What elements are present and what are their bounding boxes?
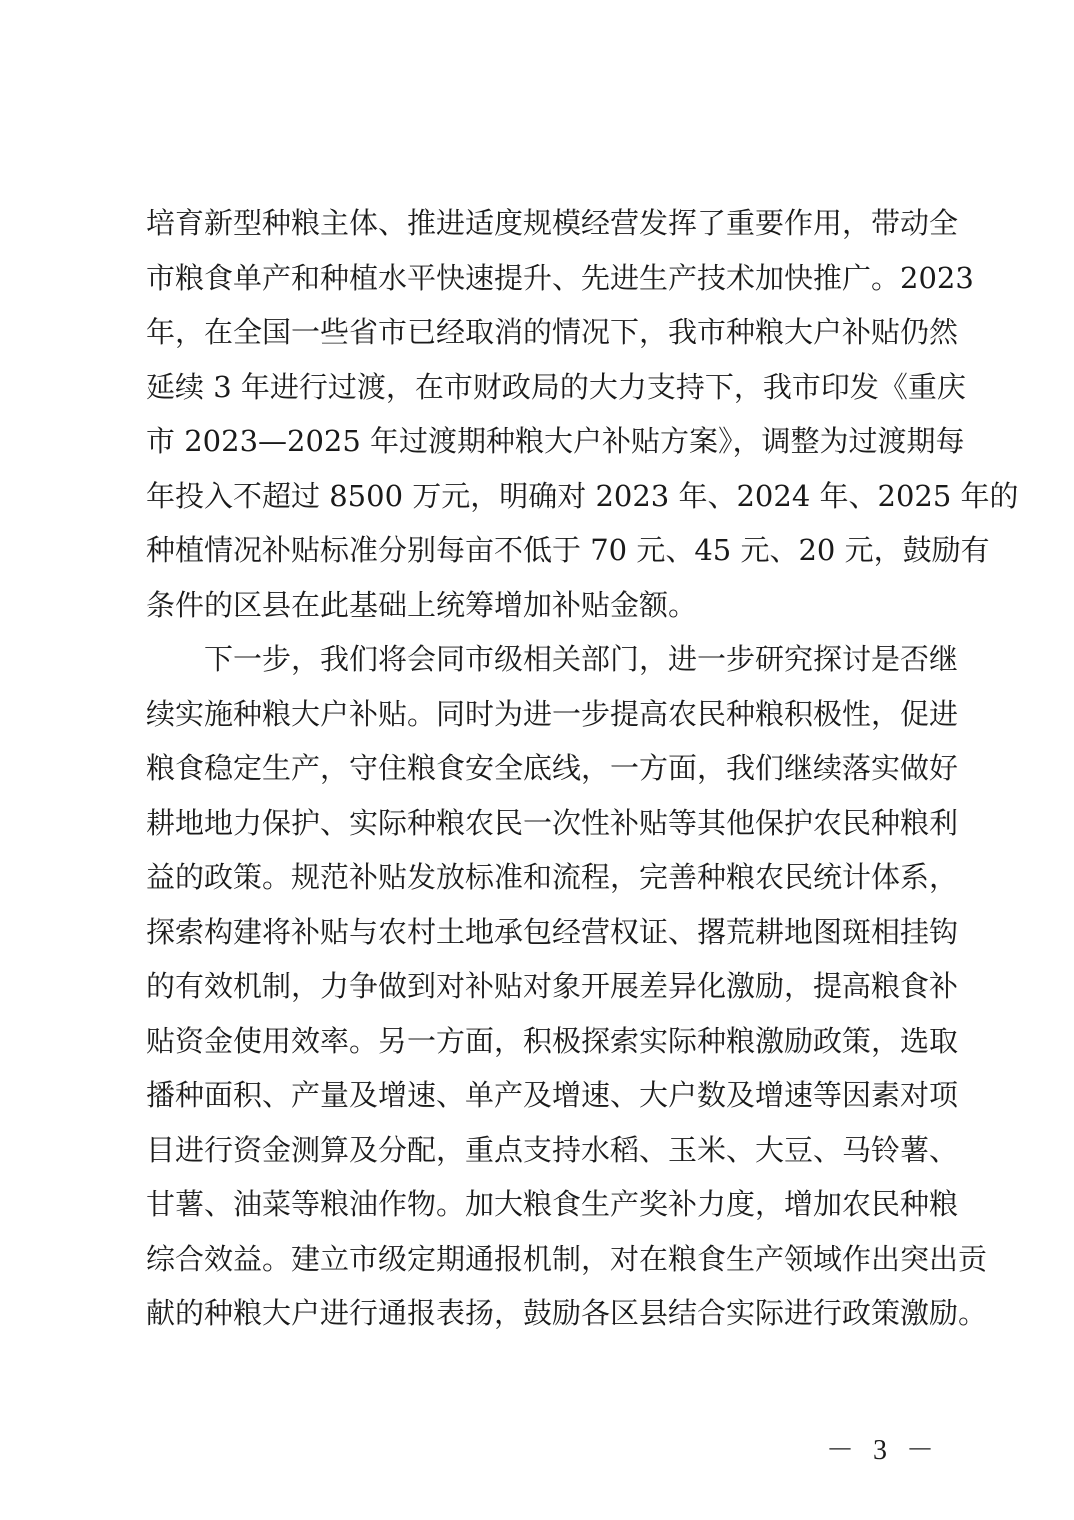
paragraph-line: 延续 3 年进行过渡，在市财政局的大力支持下，我市印发《重庆 [146, 369, 966, 404]
paragraph-line: 市粮食单产和种植水平快速提升、先进生产技术加快推广。2023 [146, 260, 974, 295]
paragraph-line: 续实施种粮大户补贴。同时为进一步提高农民种粮积极性，促进 [146, 696, 959, 731]
paragraph-line: 年，在全国一些省市已经取消的情况下，我市种粮大户补贴仍然 [146, 315, 959, 349]
paragraph-1 [146, 196, 1019, 632]
body-text [146, 196, 1019, 1341]
paragraph-line: 年投入不超过 8500 万元，明确对 2023 年、2024 年、2025 年的 [146, 478, 1019, 513]
paragraph-line: 培育新型种粮主体、推进适度规模经营发挥了重要作用，带动全 [146, 206, 959, 240]
paragraph-line: 探索构建将补贴与农村土地承包经营权证、撂荒耕地图斑相挂钩 [146, 914, 959, 949]
paragraph-line: 目进行资金测算及分配，重点支持水稻、玉米、大豆、马铃薯、 [146, 1132, 959, 1167]
paragraph-line: 献的种粮大户进行通报表扬，鼓励各区县结合实际进行政策激励。 [146, 1296, 988, 1330]
paragraph-line: 种植情况补贴标准分别每亩不低于 70 元、45 元、20 元，鼓励有 [146, 533, 990, 567]
paragraph-line: 的有效机制，力争做到对补贴对象开展差异化激励，提高粮食补 [146, 969, 959, 1003]
paragraph-line: 条件的区县在此基础上统筹增加补贴金额。 [146, 587, 698, 622]
paragraph-2 [146, 632, 988, 1341]
paragraph-line: 甘薯、油菜等粮油作物。加大粮食生产奖补力度，增加农民种粮 [146, 1187, 959, 1221]
paragraph-line: 益的政策。规范补贴发放标准和流程，完善种粮农民统计体系， [146, 860, 959, 894]
paragraph-line: 播种面积、产量及增速、单产及增速、大户数及增速等因素对项 [146, 1078, 959, 1112]
page-number: － 3 － [825, 1435, 940, 1466]
paragraph-line: 下一步，我们将会同市级相关部门，进一步研究探讨是否继 [204, 642, 959, 676]
paragraph-line: 耕地地力保护、实际种粮农民一次性补贴等其他保护农民种粮利 [146, 805, 959, 840]
paragraph-line: 贴资金使用效率。另一方面，积极探索实际种粮激励政策，选取 [146, 1023, 959, 1058]
paragraph-line: 粮食稳定生产，守住粮食安全底线，一方面，我们继续落实做好 [146, 751, 959, 785]
paragraph-line: 市 2023—2025 年过渡期种粮大户补贴方案》，调整为过渡期每 [146, 424, 965, 458]
paragraph-line: 综合效益。建立市级定期通报机制，对在粮食生产领域作出突出贡 [146, 1241, 988, 1276]
